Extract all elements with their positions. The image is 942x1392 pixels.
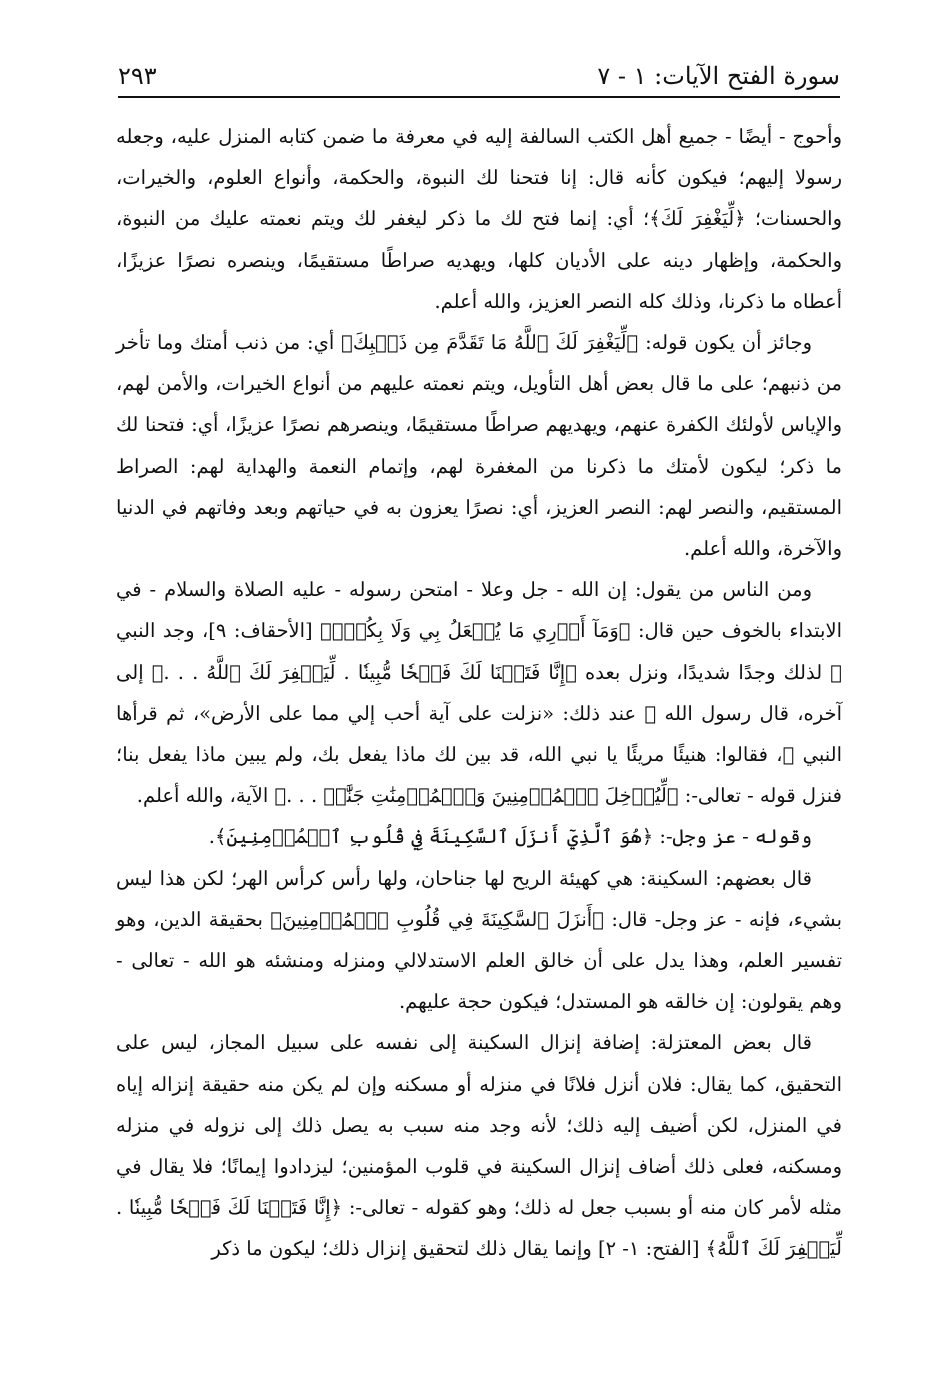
running-header-title: سورة الفتح الآيات: ١ - ٧: [597, 62, 840, 90]
header-rule: [118, 96, 840, 98]
paragraph: قال بعض المعتزلة: إضافة إنزال السكينة إلى نفسه على سبيل المجاز، ليس على التحقيق، كما يقال: فلان أنزل فلانًا في منزله أو مسكنه وإن لم يكن منه حقيقة إنزاله إياه في المنزل، لكن أضيف إليه ذلك؛ لأنه وجد منه سبب به يصل ذلك إلى نزوله في منزله ومسكنه، فعلى ذلك أضاف إنزال السكينة في قلوب المؤمنين؛ ليزدادوا إيمانًا؛ فلا يقال في مثله لأمر كان منه أو بسبب جعل له ذلك؛ وهو كقوله - تعالى-: ﴿إِنَّا فَتَحۡنَا لَكَ فَتۡحٗا مُّبِينٗا . لِّيَغۡفِرَ لَكَ ٱللَّهُ﴾ [الفتح: ١- ٢] وإنما يقال ذلك لتحقيق إنزال ذلك؛ ليكون ما ذكر: [116, 1031, 842, 1261]
paragraph: ومن الناس من يقول: إن الله - جل وعلا - امتحن رسوله - عليه الصلاة والسلام - في الابتداء بالخوف حين قال: ﴿وَمَآ أَدۡرِي مَا يُفۡعَلُ بِي وَلَا بِكُمۡۖ﴾ [الأحقاف: ٩]، وجد النبي ﷺ لذلك وجدًا شديدًا، ونزل بعده ﴿إِنَّا فَتَحۡنَا لَكَ فَتۡحٗا مُّبِينٗا . لِّيَغۡفِرَ لَكَ ٱللَّهُ . . .﴾ إلى آخره، قال رسول الله ﷺ عند ذلك: «نزلت على آية أحب إلي مما على الأرض»، ثم قرأها النبي ﷺ، فقالوا: هنيئًا مريئًا يا نبي الله، قد بين لك ماذا يفعل بك، ولم يبين ماذا يفعل بنا؛ فنزل قوله - تعالى-: ﴿لِّيُدۡخِلَ ٱلۡمُؤۡمِنِينَ وَٱلۡمُؤۡمِنَٰتِ جَنَّٰتٖ . . .﴾ الآية، والله أعلم.: [116, 578, 843, 808]
paragraph: وأحوج - أيضًا - جميع أهل الكتب السالفة إليه في معرفة ما ضمن كتابه المنزل عليه، وجعله رسولا إليهم؛ فيكون كأنه قال: إنا فتحنا لك النبوة، والحكمة، وأنواع العلوم، والخيرات، والحسنات؛ ﴿لِّيَغْفِرَ لَكَ﴾؛ أي: إنما فتح لك ما ذكر ليغفر لك ويتم نعمته عليك من النبوة، والحكمة، وإظهار دينه على الأديان كلها، ويهديه صراطًا مستقيمًا، وينصره نصرًا عزيزًا، أعطاه ما ذكرنا، وذلك كله النصر العزيز، والله أعلم.: [116, 125, 842, 313]
paragraph: وجائز أن يكون قوله: ﴿لِّيَغْفِرَ لَكَ ٱللَّهُ مَا تَقَدَّمَ مِن ذَنۢبِكَ﴾ أي: من ذنب أمتك وما تأخر من ذنبهم؛ على ما قال بعض أهل التأويل، ويتم نعمته عليهم من أنواع الخيرات، والأمن لهم، والإياس لأولئك الكفرة عنهم، ويهديهم صراطًا مستقيمًا، وينصرهم نصرًا عزيزًا، أي: فتحنا لك ما ذكر؛ ليكون لأمتك ما ذكرنا من المغفرة لهم، وإتمام النعمة والهداية لهم: الصراط المستقيم، والنصر لهم: النصر العزيز، أي: نصرًا يعزون به في حياتهم وبعد وفاتهم في الدنيا والآخرة، والله أعلم.: [116, 331, 842, 561]
paragraph: وقوله - عز وجل-: ﴿هُوَ ٱلَّذِيٓ أَنزَلَ ٱلسَّكِينَةَ فِي قُلُوبِ ٱلۡمُؤۡمِنِينَ﴾.: [208, 825, 812, 849]
page-header: [118, 56, 840, 92]
page-number: ٢٩٣: [118, 62, 157, 90]
paragraph: قال بعضهم: السكينة: هي كهيئة الريح لها جناحان، ولها رأس كرأس الهر؛ لكن هذا ليس بشيء، فإنه - عز وجل- قال: ﴿أَنزَلَ ٱلسَّكِينَةَ فِي قُلُوبِ ٱلۡمُؤۡمِنِينَ﴾ بحقيقة الدين، وهو تفسير العلم، وهذا يدل على أن خالق العلم الاستدلالي ومنزله ومنشئه هو الله - تعالى - وهم يقولون: إن خالقه هو المستدل؛ فيكون حجة عليهم.: [116, 866, 842, 1014]
body-text: [116, 116, 842, 1270]
